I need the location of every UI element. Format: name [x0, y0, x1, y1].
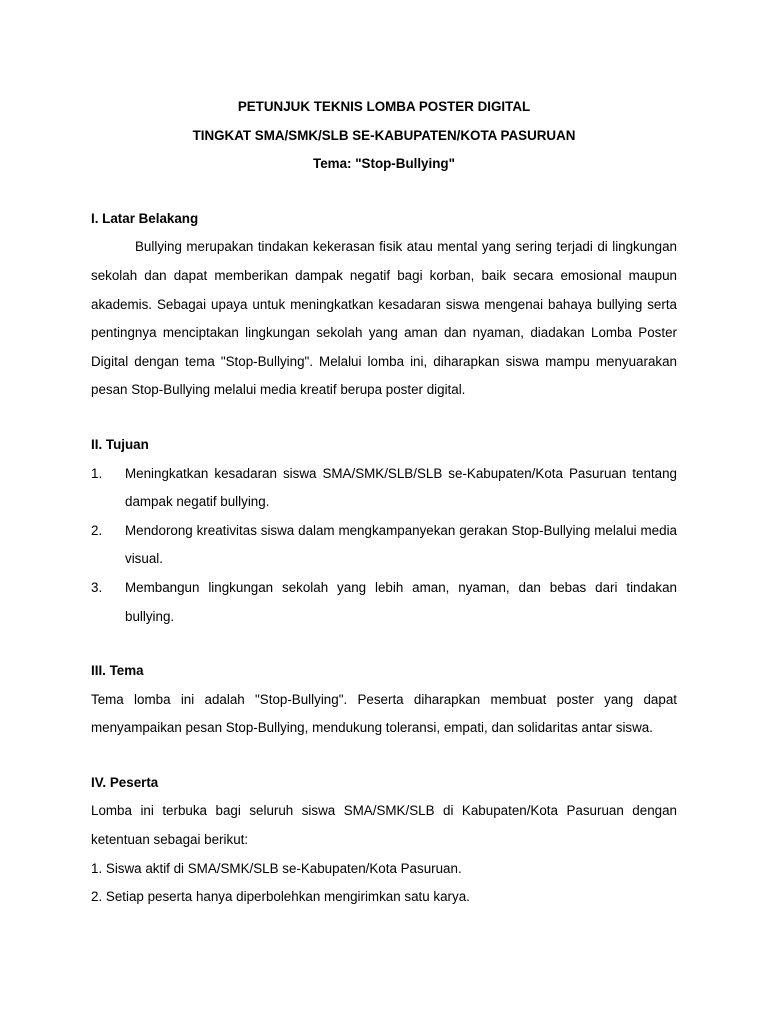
- list-item-number: 3.: [91, 579, 103, 595]
- list-item-text: Meningkatkan kesadaran siswa SMA/SMK/SLB/SLB se-Kabupaten/Kota Pasuruan tentang dampak negatif bullying.: [125, 465, 677, 510]
- list-item: [91, 517, 677, 574]
- tujuan-list: [91, 460, 677, 632]
- list-item: [91, 574, 677, 631]
- document-title: [91, 93, 677, 179]
- section-tema: [91, 657, 677, 743]
- list-item-number: 1.: [91, 465, 103, 481]
- paragraph-tema: Tema lomba ini adalah "Stop-Bullying". Peserta diharapkan membuat poster yang dapat menyampaikan pesan Stop-Bullying, mendukung toleransi, empati, dan solidaritas antar siswa.: [91, 691, 677, 736]
- section-tujuan: [91, 431, 677, 631]
- list-item-text: Mendorong kreativitas siswa dalam mengkampanyekan gerakan Stop-Bullying melalui media visual.: [125, 522, 677, 567]
- section-peserta: [91, 769, 677, 912]
- title-line-3: Tema: "Stop-Bullying": [313, 156, 455, 172]
- document-content: [91, 93, 677, 912]
- section-heading: IV. Peserta: [91, 774, 159, 790]
- paragraph-peserta: Lomba ini terbuka bagi seluruh siswa SMA/SMK/SLB di Kabupaten/Kota Pasuruan dengan ketentuan sebagai berikut:: [91, 803, 677, 848]
- title-line-1: PETUNJUK TEKNIS LOMBA POSTER DIGITAL: [237, 99, 531, 114]
- peserta-rule-2: 2. Setiap peserta hanya diperbolehkan mengirimkan satu karya.: [91, 889, 470, 905]
- title-line-2: TINGKAT SMA/SMK/SLB SE-KABUPATEN/KOTA PASURUAN: [192, 127, 576, 143]
- section-heading: III. Tema: [91, 663, 144, 679]
- list-item-number: 2.: [91, 522, 103, 538]
- peserta-rule-1: 1. Siswa aktif di SMA/SMK/SLB se-Kabupaten/Kota Pasuruan.: [91, 860, 462, 876]
- section-heading: I. Latar Belakang: [91, 210, 199, 226]
- section-latar-belakang: [91, 205, 677, 405]
- list-item: [91, 460, 677, 517]
- list-item-text: Membangun lingkungan sekolah yang lebih aman, nyaman, dan bebas dari tindakan bullying.: [125, 579, 677, 624]
- section-heading: II. Tujuan: [91, 436, 149, 452]
- paragraph-latar-belakang: Bullying merupakan tindakan kekerasan fisik atau mental yang sering terjadi di lingkungan sekolah dan dapat memberikan dampak negatif bagi korban, baik secara emosional maupun akademis. Sebagai upaya untuk meningkatkan kesadaran siswa mengenai bahaya bullying serta pentingnya menciptakan lingkungan sekolah yang aman dan nyaman, diadakan Lomba Poster Digital dengan tema "Stop-Bullying". Melalui lomba ini, diharapkan siswa mampu menyuarakan pesan Stop-Bullying melalui media kreatif berupa poster digital.: [91, 239, 677, 398]
